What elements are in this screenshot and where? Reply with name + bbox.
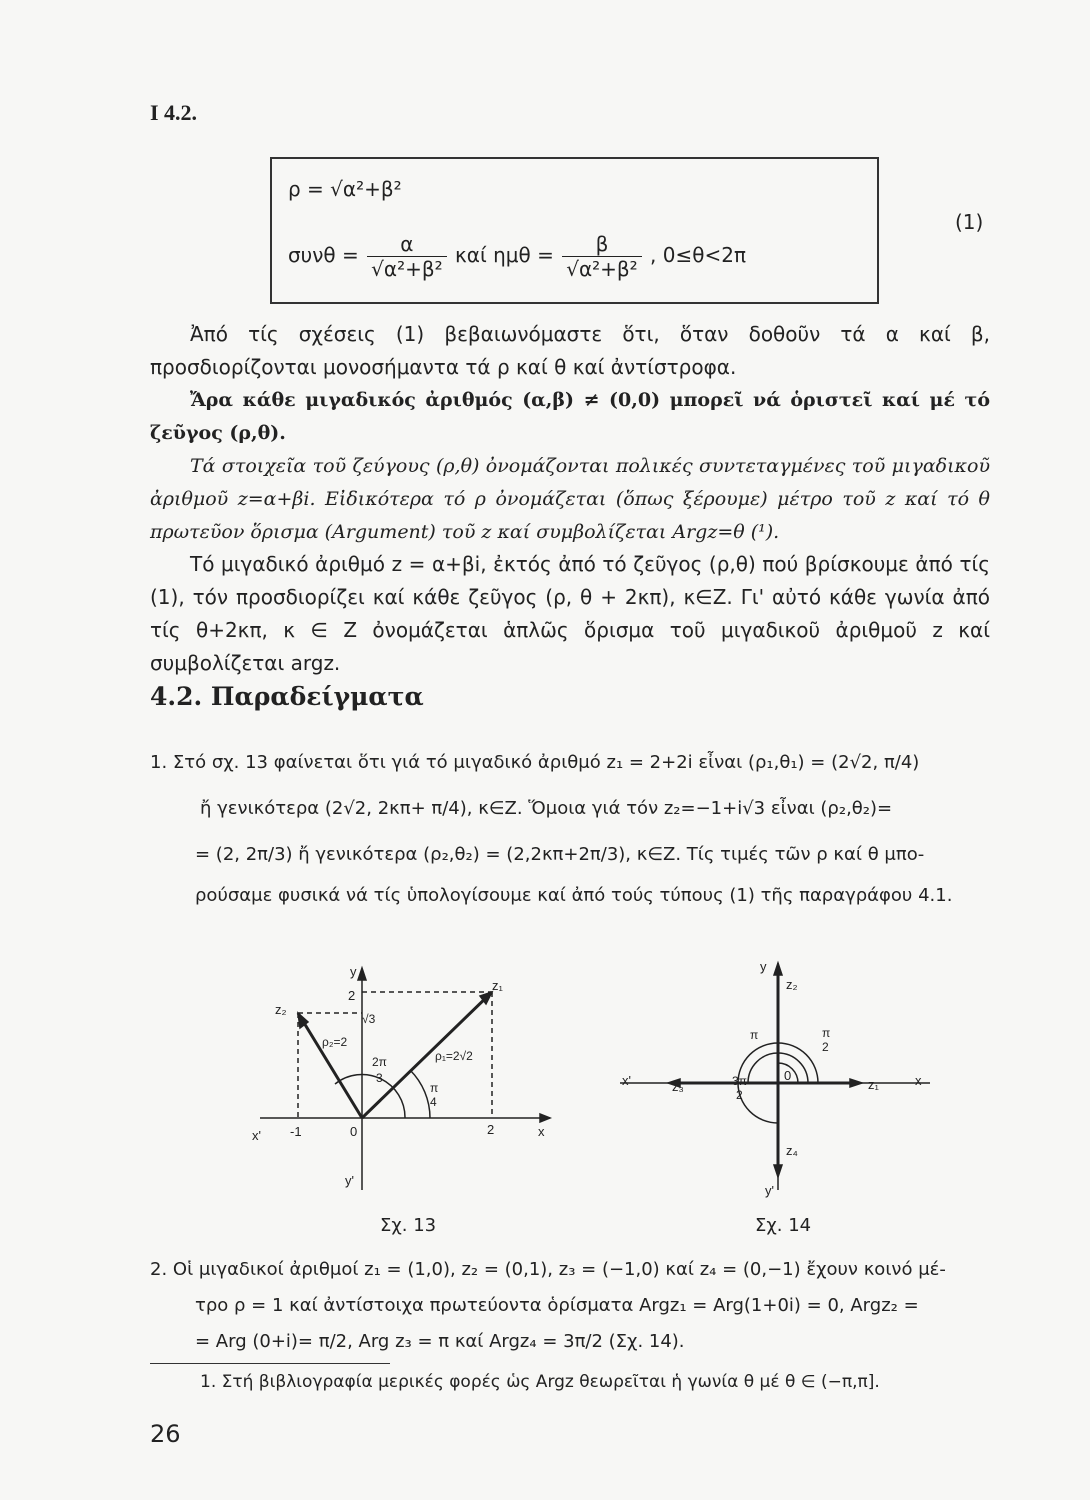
fig13-rho2: ρ₂=2 <box>322 1035 348 1049</box>
footnote-rule <box>150 1363 390 1364</box>
fig14-z1-arrowhead <box>850 1079 862 1087</box>
trig-formula <box>288 232 746 281</box>
fig13-y-arrow <box>358 968 366 980</box>
fig13-angle-pi-num: π <box>430 1081 439 1095</box>
cos-num: α <box>367 232 446 257</box>
paragraph-4: Τό μιγαδικό ἀριθμό z = α+βi, ἐκτός ἀπό τό ζεῦγος (ρ,θ) πού βρίσκουμε ἀπό τίς (1), τόν προσδιορίζει καί κάθε ζεῦγος (ρ, θ + 2κπ), κ∈Z. Γι' αὐτό κάθε γωνία ἀπό τίς θ+2κπ, κ ∈ Z ὀνομάζεται ἁπλῶς ὅρισμα τοῦ μιγαδικοῦ ἀριθμοῦ z καί συμβολίζεται argz. <box>150 552 990 675</box>
fig13-x-neg-label: x' <box>252 1128 261 1143</box>
fig13-caption: Σχ. 13 <box>380 1215 437 1236</box>
fig13-tick-neg1: -1 <box>290 1124 302 1139</box>
paragraph-1: Ἀπό τίς σχέσεις (1) βεβαιωνόμαστε ὅτι, ὅταν δοθοῦν τά α καί β, προσδιορίζονται μονοσήμαντα τά ρ καί θ καί ἀντίστροφα. <box>150 322 990 379</box>
fig13-rho1: ρ₁=2√2 <box>435 1049 473 1063</box>
fig14-z4-arrowhead <box>774 1165 782 1177</box>
fig14-3pi-den: 2 <box>736 1088 743 1102</box>
cos-den: √α²+β² <box>371 257 443 281</box>
fig14-origin: 0 <box>784 1068 792 1083</box>
fig14-3pi-num: 3π <box>732 1074 747 1088</box>
example-2 <box>150 1252 1000 1360</box>
ex1-line3: = (2, 2π/3) ἤ γενικότερα (ρ₂,θ₂) = (2,2κπ+2π/3), κ∈Z. Τίς τιμές τῶν ρ καί θ μπο- <box>195 844 925 865</box>
fig14-z2: z₂ <box>786 977 798 992</box>
section-label: Ι 4.2. <box>150 100 198 125</box>
ex2-line2: τρο ρ = 1 καί ἀντίστοιχα πρωτεύοντα ὁρίσματα Argz₁ = Arg(1+0i) = 0, Argz₂ = <box>195 1295 919 1316</box>
footnote: 1. Στή βιβλιογραφία μερικές φορές ὡς Argz θεωρεῖται ἡ γωνία θ μέ θ ∈ (−π,π]. <box>200 1372 880 1392</box>
ex2-line1: 2. Οἱ μιγαδικοί ἀριθμοί z₁ = (1,0), z₂ = (0,1), z₃ = (−1,0) καί z₄ = (0,−1) ἔχουν κοινό μέ- <box>150 1259 946 1280</box>
fig14-pi2-num: π <box>822 1026 831 1040</box>
and-sin: καί ημθ = <box>454 243 554 267</box>
page-number: 26 <box>150 1420 181 1448</box>
fig14-y-label: y <box>760 959 767 974</box>
figure-14 <box>610 955 940 1205</box>
fig13-z2: z₂ <box>275 1002 287 1017</box>
ex2-line3: = Arg (0+i)= π/2, Arg z₃ = π καί Argz₄ = 3π/2 (Σχ. 14). <box>195 1331 685 1352</box>
fig13-angle-4-den: 4 <box>430 1095 437 1109</box>
fig13-angle-2pi-num: 2π <box>372 1055 387 1069</box>
fig13-vector-z2 <box>298 1013 362 1118</box>
fig13-tick-2y: 2 <box>348 988 356 1003</box>
cos-left: συνθ = <box>288 243 359 267</box>
cos-fraction <box>367 232 446 281</box>
paragraph-3: Τά στοιχεῖα τοῦ ζεύγους (ρ,θ) ὀνομάζονται πολικές συντεταγμένες τοῦ μιγαδικοῦ ἀριθμοῦ z=α+βi. Εἰδικότερα τό ρ ὀνομάζεται (ὅπως ξέρουμε) μέτρο τοῦ z καί τό θ πρωτεῦον ὅρισμα (Argument) τοῦ z καί συμβολίζεται Argz=θ (¹). <box>150 455 990 543</box>
fig13-origin: 0 <box>350 1124 358 1139</box>
fig13-y-neg-label: y' <box>345 1173 354 1188</box>
fig14-y-neg-label: y' <box>765 1183 774 1198</box>
fig14-pi2-den: 2 <box>822 1040 829 1054</box>
equation-number: (1) <box>955 210 984 234</box>
figure-13 <box>250 960 570 1210</box>
ex1-line4: ρούσαμε φυσικά νά τίς ὑπολογίσουμε καί ἀπό τούς τύπους (1) τῆς παραγράφου 4.1. <box>195 885 953 906</box>
theta-range: , 0≤θ<2π <box>650 243 747 267</box>
fig13-arc-pi4 <box>410 1070 430 1118</box>
example-1 <box>150 740 1000 914</box>
fig14-x-neg-label: x' <box>622 1073 631 1088</box>
section-heading: 4.2. Παραδείγματα <box>150 682 424 711</box>
fig14-z1: z₁ <box>868 1077 879 1092</box>
fig13-angle-3-den: 3 <box>376 1071 383 1085</box>
fig13-tick-2x: 2 <box>487 1122 495 1137</box>
sin-num: β <box>562 232 641 257</box>
sin-den: √α²+β² <box>566 257 638 281</box>
ex1-line2: ἤ γενικότερα (2√2, 2κπ+ π/4), κ∈Z. Ὅμοια γιά τόν z₂=−1+i√3 εἶναι (ρ₂,θ₂)= <box>200 798 893 819</box>
fig14-caption: Σχ. 14 <box>755 1215 812 1236</box>
sin-fraction <box>562 232 641 281</box>
fig14-x-label: x <box>915 1073 922 1088</box>
fig14-z4: z₄ <box>786 1143 798 1158</box>
rho-formula: ρ = √α²+β² <box>288 177 402 201</box>
fig13-y-label: y <box>350 964 357 979</box>
paragraph-2: Ἄρα κάθε μιγαδικός ἀριθμός (α,β) ≠ (0,0) μπορεῖ νά ὁριστεῖ καί μέ τό ζεῦγος (ρ,θ). <box>150 389 990 444</box>
fig13-x-arrow <box>540 1114 550 1122</box>
fig14-z3: z₃ <box>672 1079 684 1094</box>
ex1-line1: 1. Στό σχ. 13 φαίνεται ὅτι γιά τό μιγαδικό ἀριθμό z₁ = 2+2i εἶναι (ρ₁,θ₁) = (2√2, π/4) <box>150 752 920 773</box>
fig13-x-label: x <box>538 1124 545 1139</box>
fig13-sqrt3: √3 <box>362 1012 376 1026</box>
fig14-y-arrow <box>774 963 782 975</box>
fig13-z1: z₁ <box>492 978 503 993</box>
fig14-pi: π <box>750 1028 759 1042</box>
